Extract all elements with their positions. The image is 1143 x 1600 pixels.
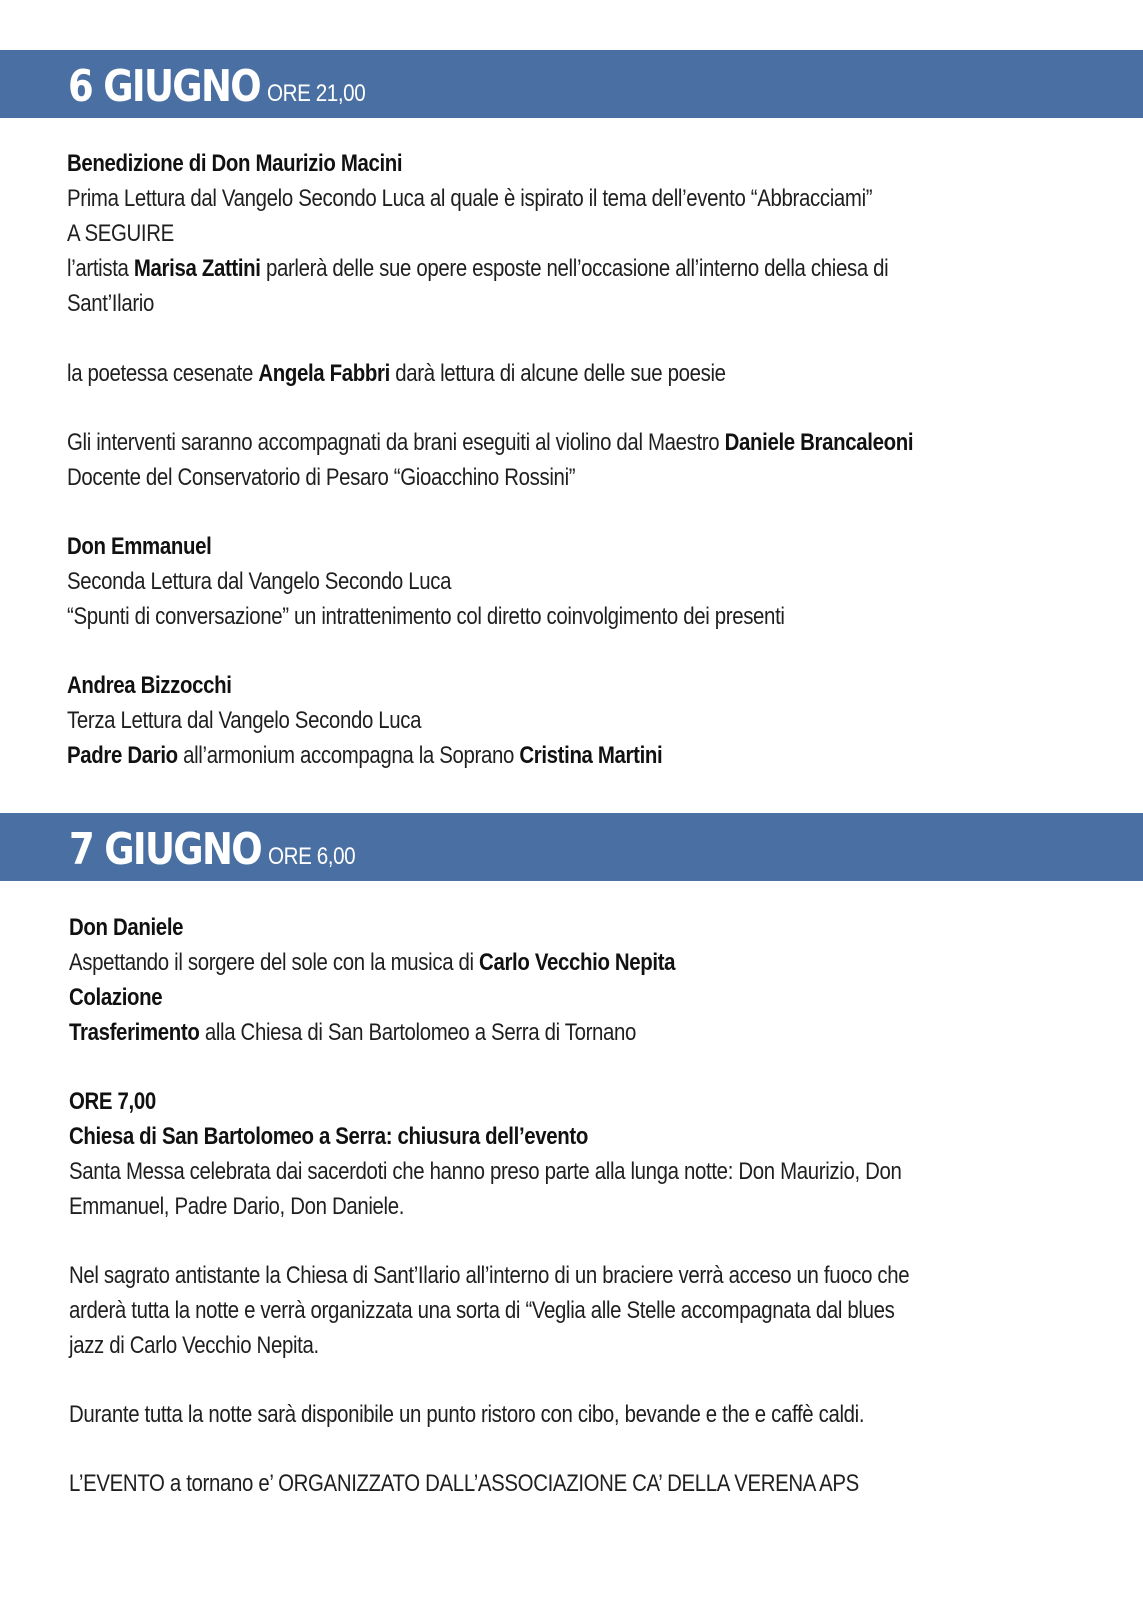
program-text: la poetessa cesenate: [67, 360, 259, 387]
program-text: “Spunti di conversazione” un intrattenimento col diretto coinvolgimento dei presenti: [67, 603, 785, 630]
performer-name: Cristina Martini: [519, 742, 663, 769]
venue-label: Chiesa di San Bartolomeo a Serra: chiusura dell’evento: [69, 1123, 589, 1150]
program-line: [67, 599, 785, 634]
program-text: Seconda Lettura dal Vangelo Secondo Luca: [67, 568, 452, 595]
speaker-name: Don Daniele: [69, 914, 184, 941]
program-line: [67, 703, 421, 738]
program-item: Colazione: [69, 984, 163, 1011]
event-date: 6 GIUGNO: [68, 61, 260, 112]
program-line: [69, 1119, 588, 1154]
program-line: [67, 356, 726, 391]
program-text: alla Chiesa di San Bartolomeo a Serra di Tornano: [199, 1019, 637, 1046]
program-line: [67, 181, 872, 216]
organizer-note: [69, 1466, 859, 1501]
program-line: [67, 286, 154, 321]
program-line: [67, 564, 451, 599]
program-text: all’armonium accompagna la Soprano: [177, 742, 520, 769]
program-line: [67, 460, 575, 495]
program-line: [69, 1084, 156, 1119]
program-line: [69, 1328, 319, 1363]
section-header-7-giugno: [0, 813, 1143, 881]
program-text: parlerà delle sue opere esposte nell’occasione all’interno della chiesa di: [260, 255, 889, 282]
program-line: [69, 1397, 864, 1432]
program-text: Sant’Ilario: [67, 290, 154, 317]
poet-name: Angela Fabbri: [258, 360, 390, 387]
program-line: [69, 945, 675, 980]
program-text: jazz di Carlo Vecchio Nepita.: [69, 1332, 319, 1359]
musician-name: Carlo Vecchio Nepita: [479, 949, 676, 976]
program-line: [67, 529, 211, 564]
program-line: [69, 980, 162, 1015]
program-line: [69, 1154, 902, 1189]
program-text: l’artista: [67, 255, 134, 282]
program-line: [67, 216, 174, 251]
program-line: [67, 668, 232, 703]
program-text: Docente del Conservatorio di Pesaro “Gioacchino Rossini”: [67, 464, 576, 491]
program-line: [69, 1258, 909, 1293]
event-date: 7 GIUGNO: [69, 824, 261, 875]
program-item: Trasferimento: [69, 1019, 200, 1046]
program-text: Aspettando il sorgere del sole con la musica di: [69, 949, 480, 976]
program-line: [69, 1293, 894, 1328]
section-heading: [68, 61, 381, 112]
section-heading: [69, 824, 369, 875]
speaker-name: Benedizione di Don Maurizio Macini: [67, 150, 403, 177]
musician-name: Daniele Brancaleoni: [724, 429, 914, 456]
program-line: [69, 1189, 404, 1224]
program-text: Prima Lettura dal Vangelo Secondo Luca al quale è ispirato il tema dell’evento “Abbracciami”: [67, 185, 873, 212]
program-text: Nel sagrato antistante la Chiesa di Sant’Ilario all’interno di un braciere verrà acceso un fuoco che: [69, 1262, 910, 1289]
artist-name: Marisa Zattini: [133, 255, 261, 282]
speaker-name: Andrea Bizzocchi: [67, 672, 232, 699]
program-text: darà lettura di alcune delle sue poesie: [389, 360, 726, 387]
program-text: Emmanuel, Padre Dario, Don Daniele.: [69, 1193, 405, 1220]
program-line: [67, 425, 913, 460]
program-text: Durante tutta la notte sarà disponibile un punto ristoro con cibo, bevande e the e caffè caldi.: [69, 1401, 865, 1428]
program-text: arderà tutta la notte e verrà organizzata una sorta di “Veglia alle Stelle accompagnata dal blues: [69, 1297, 895, 1324]
program-text: Santa Messa celebrata dai sacerdoti che hanno preso parte alla lunga notte: Don Maurizio, Don: [69, 1158, 902, 1185]
speaker-name: Don Emmanuel: [67, 533, 212, 560]
program-line: [69, 910, 183, 945]
program-text: L’EVENTO a tornano e’ ORGANIZZATO DALL’ASSOCIAZIONE CA’ DELLA VERENA APS: [69, 1470, 859, 1497]
program-text: Gli interventi saranno accompagnati da brani eseguiti al violino dal Maestro: [67, 429, 725, 456]
program-line: [67, 146, 402, 181]
section-header-6-giugno: [0, 50, 1143, 118]
performer-name: Padre Dario: [67, 742, 178, 769]
program-line: [69, 1015, 636, 1050]
program-text: Terza Lettura dal Vangelo Secondo Luca: [67, 707, 422, 734]
program-line: [67, 251, 888, 286]
event-time: ORE 6,00: [267, 843, 355, 870]
event-time: ORE 21,00: [266, 80, 365, 107]
program-line: [67, 738, 662, 773]
time-label: ORE 7,00: [69, 1088, 156, 1115]
program-text: A SEGUIRE: [67, 220, 174, 247]
